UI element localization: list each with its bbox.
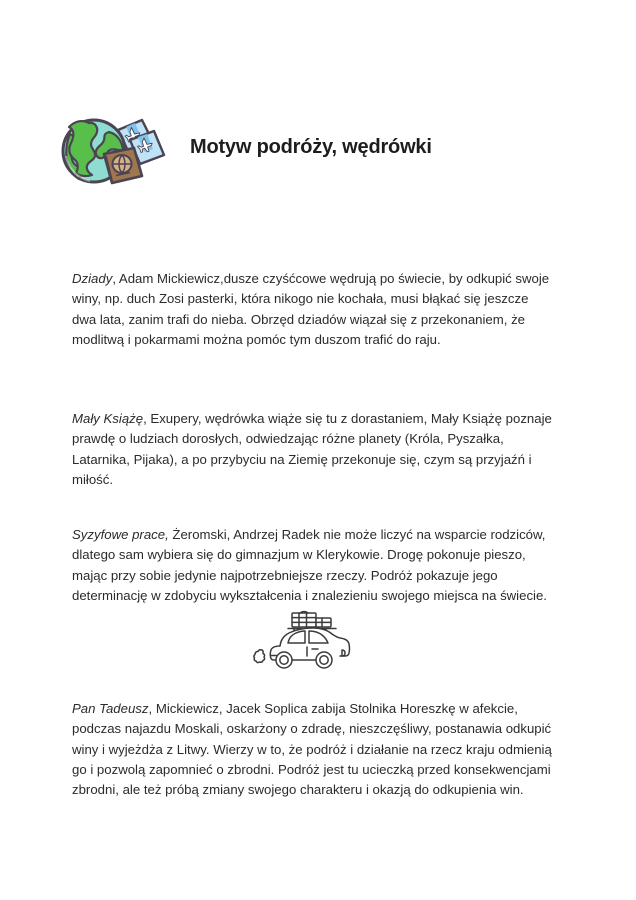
work-title: Dziady — [72, 271, 113, 287]
work-title: Mały Książę — [72, 411, 144, 427]
entry-item — [72, 525, 552, 606]
car-with-luggage-icon — [248, 610, 352, 678]
page-header — [0, 108, 636, 194]
entry-item — [72, 269, 552, 350]
entry-body: , Exupery, wędrówka wiąże się tu z dorastaniem, Mały Książę poznaje prawdę o ludziach dorosłych, odwiedzając różne planety (Króla, Pyszałka, Latarnika, Pijaka), a po przybyciu na Ziemię przekonuje się, czym są przyjaźń i miłość. — [72, 411, 552, 487]
entry-body: Żeromski, Andrzej Radek nie może liczyć na wsparcie rodziców, dlatego sam wybiera się do gimnazjum w Klerykowie. Drogę pokonuje pieszo, mając przy sobie jedynie najpotrzebniejsze rzeczy. Podróż pokazuje jego determinację w zdobyciu wykształcenia i znalezieniu swojego miejsca na świecie. — [72, 527, 547, 603]
page-title: Motyw podróży, wędrówki — [190, 136, 432, 158]
globe-tickets-passport-icon — [56, 114, 168, 190]
entry-body: , Mickiewicz, Jacek Soplica zabija Stolnika Horeszkę w afekcie, podczas najazdu Moskali, oskarżony o zdradę, nieszczęśliwy, postanawia odkupić winy i wyjeżdża z Litwy. Wierzy w to, że podróż i działanie na rzecz kraju odmienią go i pozwolą zapomnieć o zbrodni. Podróż jest tu ucieczką przed konsekwencjami zbrodni, ale też próbą zmiany swojego charakteru i okazją do odkupienia win. — [72, 701, 552, 797]
entry-item — [72, 409, 552, 490]
work-title: Pan Tadeusz — [72, 701, 149, 717]
entry-body: , Adam Mickiewicz,dusze czyśćcowe wędrują po świecie, by odkupić swoje winy, np. duch Zosi pasterki, która nikogo nie kochała, musi błąkać się jeszcze dwa lata, zanim trafi do nieba. Obrzęd dziadów wiązał się z przekonaniem, że modlitwą i pokarmami można pomóc tym duszom trafić do raju. — [72, 271, 550, 347]
entry-item — [72, 699, 552, 800]
work-title: Syzyfowe prace, — [72, 527, 169, 543]
